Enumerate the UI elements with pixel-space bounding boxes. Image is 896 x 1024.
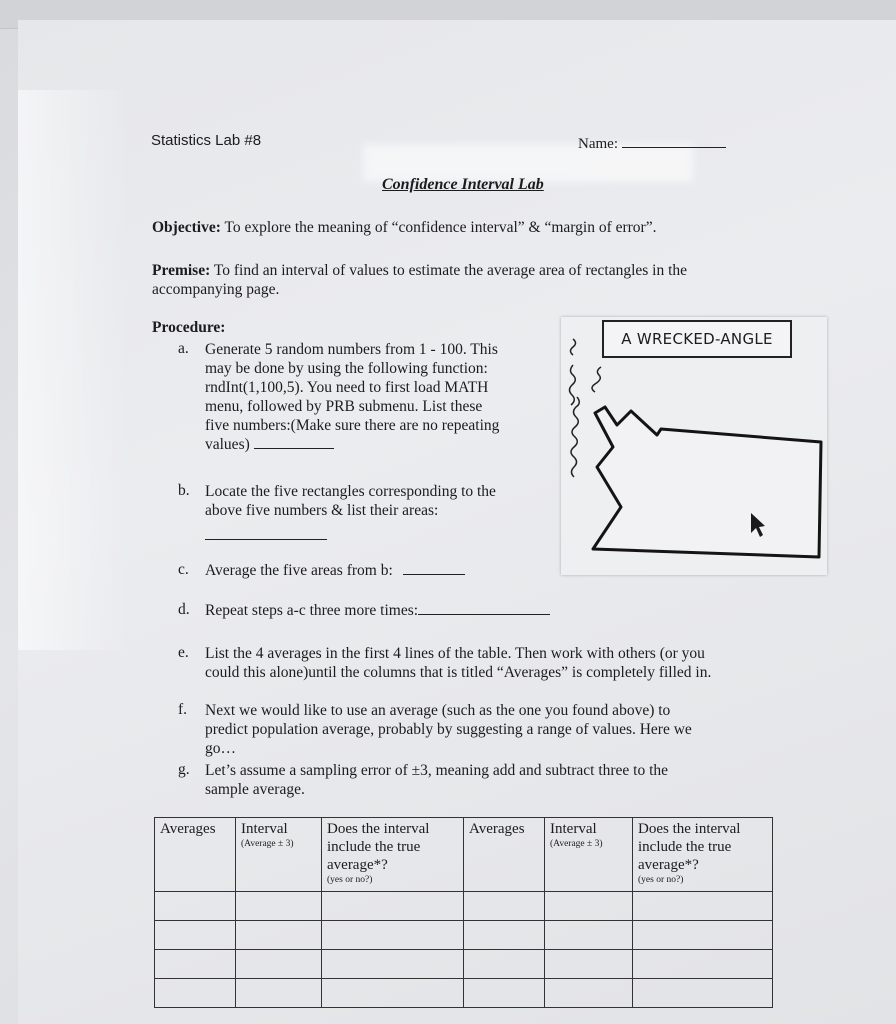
step-c — [205, 561, 465, 580]
table-header-row — [155, 818, 773, 892]
step-d-letter: d. — [178, 601, 190, 618]
name-label: Name: — [578, 136, 618, 152]
step-a — [205, 340, 555, 454]
header-includes-true-average — [322, 818, 464, 892]
premise — [152, 261, 792, 299]
step-c-letter: c. — [178, 561, 189, 578]
step-d-text: Repeat steps a-c three more times: — [205, 602, 419, 619]
table-cell — [464, 950, 545, 979]
table-cell — [236, 950, 322, 979]
step-g — [205, 761, 805, 799]
header-label: include the true — [327, 839, 421, 855]
table-cell — [322, 979, 464, 1008]
premise-label: Premise: — [152, 262, 211, 279]
step-c-blank — [403, 574, 465, 575]
table-row — [155, 950, 773, 979]
name-field — [578, 136, 726, 153]
table-cell — [633, 979, 773, 1008]
table-cell — [322, 950, 464, 979]
step-a-line: values) — [205, 436, 250, 453]
premise-text-line: accompanying page. — [152, 281, 280, 298]
motion-line — [570, 365, 576, 405]
header-label: Does the interval — [327, 821, 430, 837]
header-averages — [155, 818, 236, 892]
table-cell — [633, 950, 773, 979]
table-cell — [464, 892, 545, 921]
step-f-line: go… — [205, 740, 236, 757]
step-b — [205, 482, 555, 545]
wrecked-rectangle — [593, 407, 821, 557]
lab-number: Statistics Lab #8 — [151, 132, 262, 149]
table-cell — [236, 892, 322, 921]
table-cell — [464, 921, 545, 950]
header-sublabel: (Average ± 3) — [550, 839, 603, 849]
table-cell — [322, 921, 464, 950]
table-cell — [155, 950, 236, 979]
step-b-line: above five numbers & list their areas: — [205, 502, 439, 519]
step-a-line: Generate 5 random numbers from 1 - 100. This — [205, 341, 498, 358]
table-cell — [155, 892, 236, 921]
table-cell — [322, 892, 464, 921]
procedure-label: Procedure: — [152, 319, 226, 336]
cartoon-title: A WRECKED-ANGLE — [602, 320, 792, 358]
header-label: Does the interval — [638, 821, 741, 837]
step-d-blank — [418, 614, 550, 615]
motion-line — [592, 367, 601, 392]
step-a-line: menu, followed by PRB submenu. List these — [205, 398, 483, 415]
step-f — [205, 701, 805, 758]
page-title: Confidence Interval Lab — [382, 176, 544, 193]
table-body — [155, 892, 773, 1008]
table-cell — [155, 979, 236, 1008]
premise-text-line: To find an interval of values to estimate the average area of rectangles in the — [213, 262, 688, 279]
step-f-letter: f. — [178, 701, 188, 718]
step-g-letter: g. — [178, 761, 190, 778]
header-label: average*? — [638, 857, 699, 873]
step-b-blank — [205, 539, 327, 540]
table-row — [155, 979, 773, 1008]
header-label: Interval — [550, 821, 597, 837]
header-label: Interval — [241, 821, 288, 837]
step-e — [205, 644, 805, 682]
header-label: Averages — [160, 821, 216, 837]
table-cell — [545, 979, 633, 1008]
step-d — [205, 601, 550, 620]
step-e-letter: e. — [178, 644, 189, 661]
header-sublabel: (yes or no?) — [327, 875, 373, 885]
table-row — [155, 921, 773, 950]
header-interval — [545, 818, 633, 892]
step-g-line: Let’s assume a sampling error of ±3, meaning add and subtract three to the — [205, 762, 669, 779]
step-f-line: predict population average, probably by suggesting a range of values. Here we — [205, 721, 692, 738]
objective — [152, 218, 656, 237]
table-cell — [464, 979, 545, 1008]
header-averages — [464, 818, 545, 892]
confidence-interval-table — [154, 817, 773, 1008]
table-cell — [545, 950, 633, 979]
step-a-line: rndInt(1,100,5). You need to first load MATH — [205, 379, 489, 396]
light-glare — [18, 90, 128, 650]
table-cell — [545, 921, 633, 950]
header-label: Averages — [469, 821, 525, 837]
header-interval — [236, 818, 322, 892]
table-cell — [633, 921, 773, 950]
step-a-blank — [254, 448, 334, 449]
header-label: average*? — [327, 857, 388, 873]
step-c-text: Average the five areas from b: — [205, 562, 393, 579]
name-blank — [622, 147, 726, 148]
motion-line — [571, 397, 579, 477]
header-label: include the true — [638, 839, 732, 855]
table-cell — [545, 892, 633, 921]
objective-text: To explore the meaning of “confidence interval” & “margin of error”. — [224, 219, 657, 236]
table-cell — [236, 921, 322, 950]
step-b-letter: b. — [178, 482, 190, 499]
step-a-line: may be done by using the following function: — [205, 360, 488, 377]
step-b-line: Locate the five rectangles corresponding to the — [205, 483, 496, 500]
motion-line — [571, 339, 576, 355]
table-cell — [633, 892, 773, 921]
objective-label: Objective: — [152, 219, 221, 236]
header-sublabel: (Average ± 3) — [241, 839, 294, 849]
step-e-line: List the 4 averages in the first 4 lines of the table. Then work with others (or you — [205, 645, 705, 662]
table-row — [155, 892, 773, 921]
header-includes-true-average — [633, 818, 773, 892]
step-f-line: Next we would like to use an average (such as the one you found above) to — [205, 702, 671, 719]
table-cell — [155, 921, 236, 950]
step-g-line: sample average. — [205, 781, 305, 798]
table-cell — [236, 979, 322, 1008]
step-e-line: could this alone)until the columns that is titled “Averages” is completely filled in. — [205, 664, 712, 681]
header-sublabel: (yes or no?) — [638, 875, 684, 885]
step-a-letter: a. — [178, 340, 189, 357]
step-a-line: five numbers:(Make sure there are no repeating — [205, 417, 500, 434]
